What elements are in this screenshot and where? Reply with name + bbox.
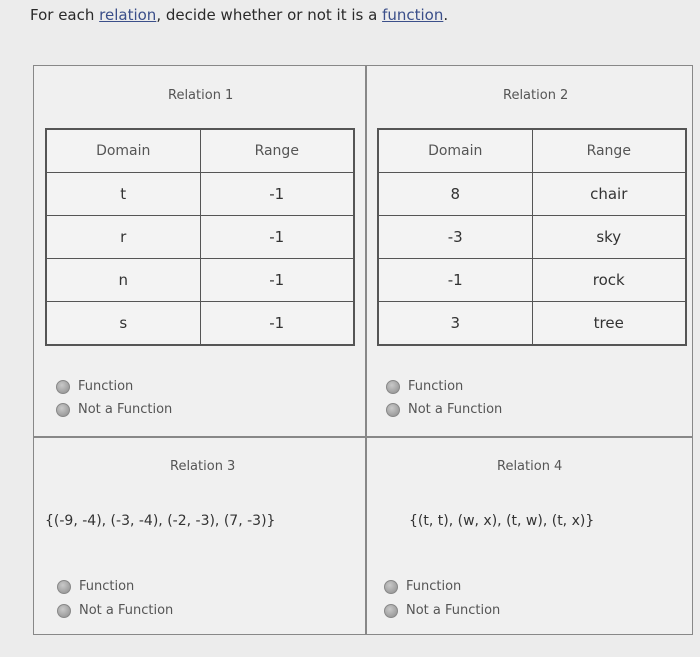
grid-horizontal-divider	[34, 436, 692, 438]
relations-grid	[33, 65, 693, 635]
table-row	[378, 216, 686, 259]
domain-cell: -3	[378, 216, 532, 259]
range-header: Range	[532, 129, 686, 173]
table-row	[46, 173, 354, 216]
table-row	[378, 302, 686, 346]
range-cell: tree	[532, 302, 686, 346]
option-label: Function	[406, 579, 462, 594]
option-label: Function	[78, 379, 134, 394]
option-label: Not a Function	[78, 402, 173, 417]
range-cell: -1	[200, 216, 354, 259]
relation-1-function-option[interactable]	[56, 379, 133, 394]
radio-button[interactable]	[386, 403, 400, 417]
option-label: Not a Function	[408, 402, 503, 417]
domain-header: Domain	[46, 129, 200, 173]
option-label: Not a Function	[79, 603, 174, 618]
relation-3-set: {(-9, -4), (-3, -4), (-2, -3), (7, -3)}	[45, 513, 276, 529]
domain-cell: 3	[378, 302, 532, 346]
radio-button[interactable]	[386, 380, 400, 394]
relation-4-function-option[interactable]	[384, 579, 461, 594]
radio-button[interactable]	[57, 580, 71, 594]
radio-button[interactable]	[384, 604, 398, 618]
relation-2-table	[377, 128, 687, 346]
table-row	[46, 259, 354, 302]
radio-button[interactable]	[56, 380, 70, 394]
table-row	[378, 173, 686, 216]
radio-button[interactable]	[384, 580, 398, 594]
radio-button[interactable]	[56, 403, 70, 417]
relation-3-not-function-option[interactable]	[57, 603, 173, 618]
relation-4-title: Relation 4	[497, 459, 563, 474]
option-label: Not a Function	[406, 603, 501, 618]
grid-vertical-divider	[365, 66, 367, 634]
instruction-middle: , decide whether or not it is a	[156, 6, 383, 24]
domain-cell: 8	[378, 173, 532, 216]
relation-1-not-function-option[interactable]	[56, 402, 172, 417]
instruction-prefix: For each	[30, 6, 100, 24]
relation-4-set: {(t, t), (w, x), (t, w), (t, x)}	[409, 513, 595, 529]
range-cell: sky	[532, 216, 686, 259]
domain-cell: r	[46, 216, 200, 259]
table-row	[46, 216, 354, 259]
option-label: Function	[79, 579, 135, 594]
relation-link[interactable]: relation	[99, 6, 157, 24]
domain-cell: -1	[378, 259, 532, 302]
relation-2-function-option[interactable]	[386, 379, 463, 394]
relation-3-function-option[interactable]	[57, 579, 134, 594]
option-label: Function	[408, 379, 464, 394]
range-cell: rock	[532, 259, 686, 302]
relation-1-table	[45, 128, 355, 346]
range-cell: -1	[200, 259, 354, 302]
range-cell: -1	[200, 173, 354, 216]
table-row	[46, 302, 354, 346]
relation-2-not-function-option[interactable]	[386, 402, 502, 417]
domain-cell: s	[46, 302, 200, 346]
relation-3-title: Relation 3	[170, 459, 236, 474]
domain-header: Domain	[378, 129, 532, 173]
relation-2-title: Relation 2	[503, 88, 569, 103]
instruction-text	[30, 6, 448, 24]
radio-button[interactable]	[57, 604, 71, 618]
range-cell: chair	[532, 173, 686, 216]
relation-4-not-function-option[interactable]	[384, 603, 500, 618]
range-header: Range	[200, 129, 354, 173]
domain-cell: t	[46, 173, 200, 216]
relation-1-title: Relation 1	[168, 88, 234, 103]
table-row	[378, 259, 686, 302]
instruction-suffix: .	[443, 6, 449, 24]
domain-cell: n	[46, 259, 200, 302]
function-link[interactable]: function	[382, 6, 444, 24]
range-cell: -1	[200, 302, 354, 346]
